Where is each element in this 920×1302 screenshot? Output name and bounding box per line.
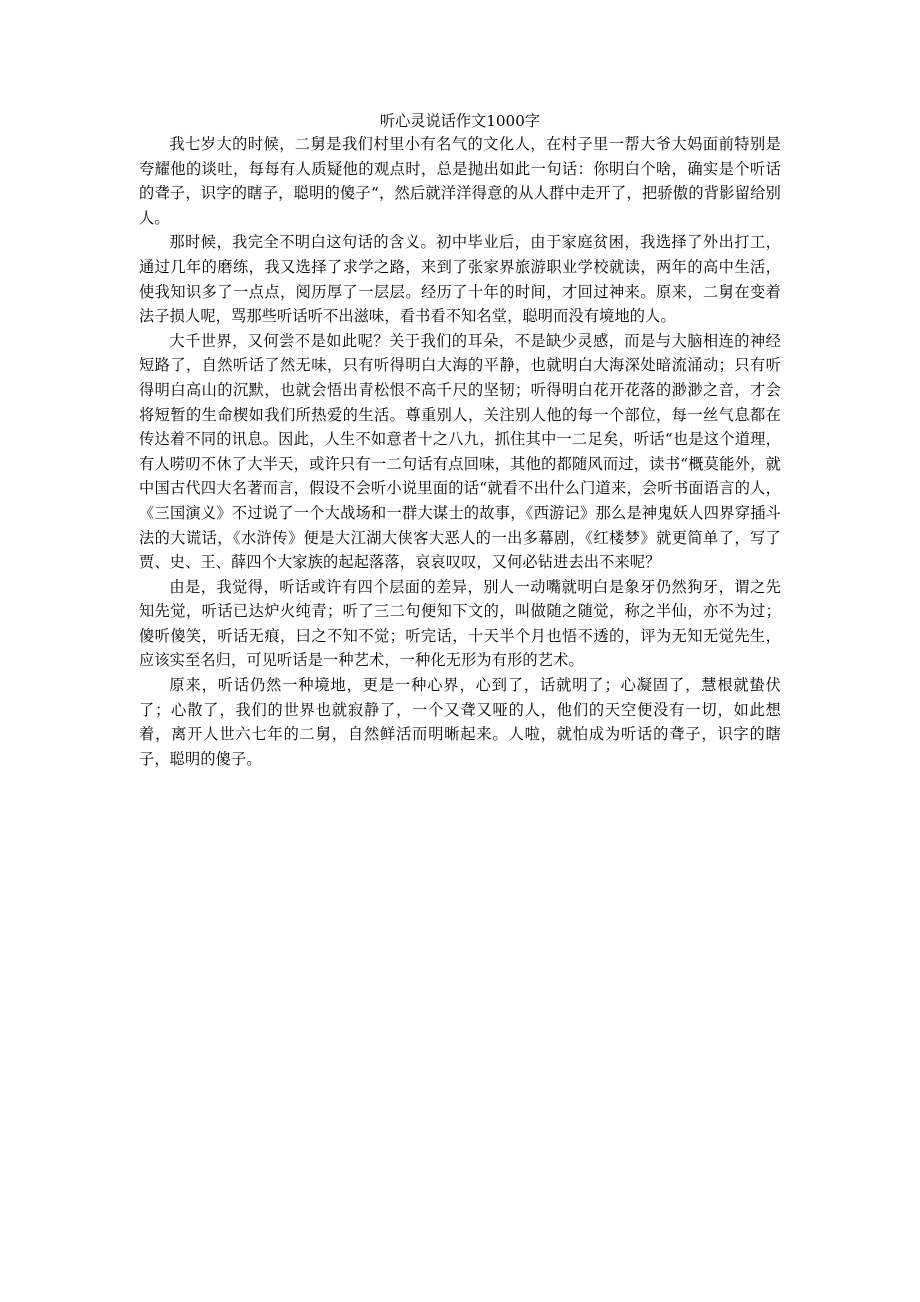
paragraph-2: 那时候，我完全不明白这句话的含义。初中毕业后，由于家庭贫困，我选择了外出打工，通过几年的磨练，我又选择了求学之路，来到了张家界旅游职业学校就读，两年的高中生活，使我知识多了一点点，阅历厚了一层层。经历了十年的时间，才回过神来。原来，二舅在变着法子损人呢，骂那些听话听不出滋味，看书看不知名堂，聪明而没有境地的人。: [139, 233, 781, 326]
document-title: 听心灵说话作文1000字: [379, 112, 541, 130]
paragraph-5: 原来，听话仍然一种境地，更是一种心界，心到了，话就明了；心凝固了，慧根就蛰伏了；心散了，我们的世界也就寂静了，一个又聋又哑的人，他们的天空便没有一切，如此想着，离开人世六七年的二舅，自然鲜活而明晰起来。人啦，就怕成为听话的聋子，识字的瞎子，聪明的傻子。: [139, 676, 781, 768]
document-body: [139, 110, 781, 771]
paragraph-3: 大千世界，又何尝不是如此呢？关于我们的耳朵，不是缺少灵感，而是与大脑相连的神经短路了，自然听话了然无味，只有听得明白大海的平静，也就明白大海深处暗流涌动；只有听得明白高山的沉默，也就会悟出青松恨不高千尺的坚韧；听得明白花开花落的渺渺之音，才会将短暂的生命楔如我们所热爱的生活。尊重别人，关注别人他的每一个部位，每一丝气息都在传达着不同的讯息。因此，人生不如意者十之八九，抓住其中一二足矣，听话“也是这个道理，有人唠叨不休了大半天，或许只有一二句话有点回味，其他的都随风而过，读书“概莫能外，就中国古代四大名著而言，假设不会听小说里面的话“就看不出什么门道来，会听书面语言的人，《三国演义》不过说了一个大战场和一群大谋士的故事，《西游记》那么是神鬼妖人四界穿插斗法的大谎话，《水浒传》便是大江湖大侠客大恶人的一出多幕剧，《红楼梦》就更简单了，写了贾、史、王、薛四个大家族的起起落落，哀哀叹叹，又何必钻进去出不来呢？: [139, 331, 781, 572]
paragraph-1: 我七岁大的时候，二舅是我们村里小有名气的文化人，在村子里一帮大爷大妈面前特别是夸耀他的谈吐，每每有人质疑他的观点时，总是抛出如此一句话：你明白个啥，确实是个听话的聋子，识字的瞎子，聪明的傻子“，然后就洋洋得意的从人群中走开了，把骄傲的背影留给别人。: [139, 135, 781, 227]
paragraph-4: 由是，我觉得，听话或许有四个层面的差异，别人一动嘴就明白是象牙仍然狗牙，谓之先知先觉，听话已达炉火纯青；听了三二句便知下文的，叫做随之随觉，称之半仙，亦不为过；傻听傻笑，听话无痕，曰之不知不觉；听完话，十天半个月也悟不透的，评为无知无觉先生，应该实至名归，可见听话是一种艺术，一种化无形为有形的艺术。: [139, 577, 781, 670]
